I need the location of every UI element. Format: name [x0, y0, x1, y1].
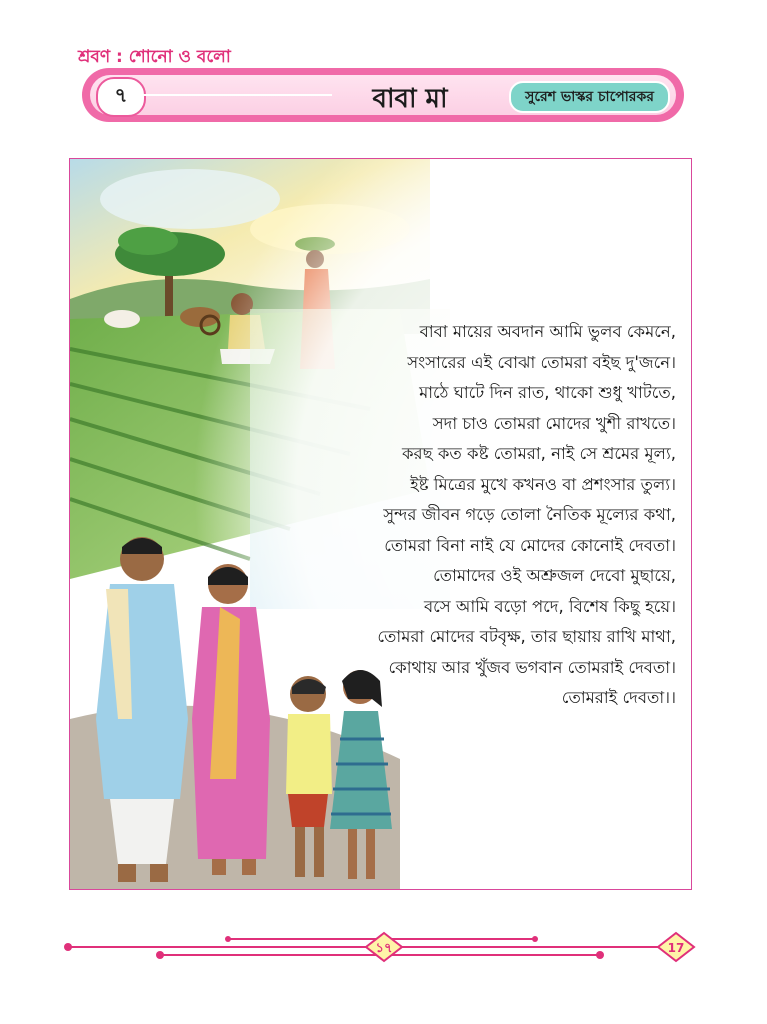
footer-page-badge-bengali: [366, 933, 402, 961]
poem-line: তোমাদের ওই অশ্রুজল দেবো মুছায়ে,: [433, 566, 676, 585]
poem-line: তোমরাই দেবতা।।: [561, 688, 676, 707]
footer-page-number: 17: [667, 941, 685, 955]
author-name: সুরেশ ভাস্কর চাপোরকর: [509, 81, 670, 113]
footer-dot: [64, 943, 72, 951]
lesson-title: বাবা মা: [372, 84, 448, 114]
poem-line: কোথায় আর খুঁজব ভগবান তোমরাই দেবতা।: [388, 657, 676, 677]
poem-line: সদা চাও তোমরা মোদের খুশী রাখতে।: [432, 413, 676, 433]
title-band: [82, 68, 684, 122]
title-band-inner: [90, 75, 676, 115]
section-label: শ্রবণ : শোনো ও বলো: [78, 47, 231, 67]
lesson-number: ৭: [96, 77, 146, 117]
page-footer: [0, 925, 767, 975]
poem-line: বসে আমি বড়ো পদে, বিশেষ কিছু হয়ে।: [423, 596, 676, 616]
poem-line: সুন্দর জীবন গড়ে তোলা নৈতিক মূল্যের কথা,: [383, 505, 676, 524]
poem-line: করছ কত কষ্ট তোমরা, নাই সে শ্রমের মূল্য,: [402, 444, 676, 463]
footer-dot: [156, 951, 164, 959]
poem-line: মাঠে ঘাটে দিন রাত, থাকো শুধু খাটতে,: [419, 383, 676, 402]
poem-line: ইষ্ট মিত্রের মুখে কখনও বা প্রশংসার তুল্য।: [410, 474, 676, 494]
poem-line: তোমরা মোদের বটবৃক্ষ, তার ছায়ায় রাখি মাথা,: [377, 627, 676, 646]
poem-line: তোমরা বিনা নাই যে মোদের কোনোই দেবতা।: [384, 535, 676, 555]
poem-line: বাবা মায়ের অবদান আমি ভুলব কেমনে,: [419, 322, 676, 341]
footer-dot: [532, 936, 538, 942]
footer-dot: [596, 951, 604, 959]
poem-text: [308, 317, 676, 714]
poem-frame: [69, 158, 692, 890]
footer-page-badge: [658, 933, 694, 961]
footer-page-number-bengali: ১৭: [375, 941, 393, 956]
footer-dot: [225, 936, 231, 942]
poem-line: সংসারের এই বোঝা তোমরা বইছ দু'জনে।: [407, 352, 676, 372]
